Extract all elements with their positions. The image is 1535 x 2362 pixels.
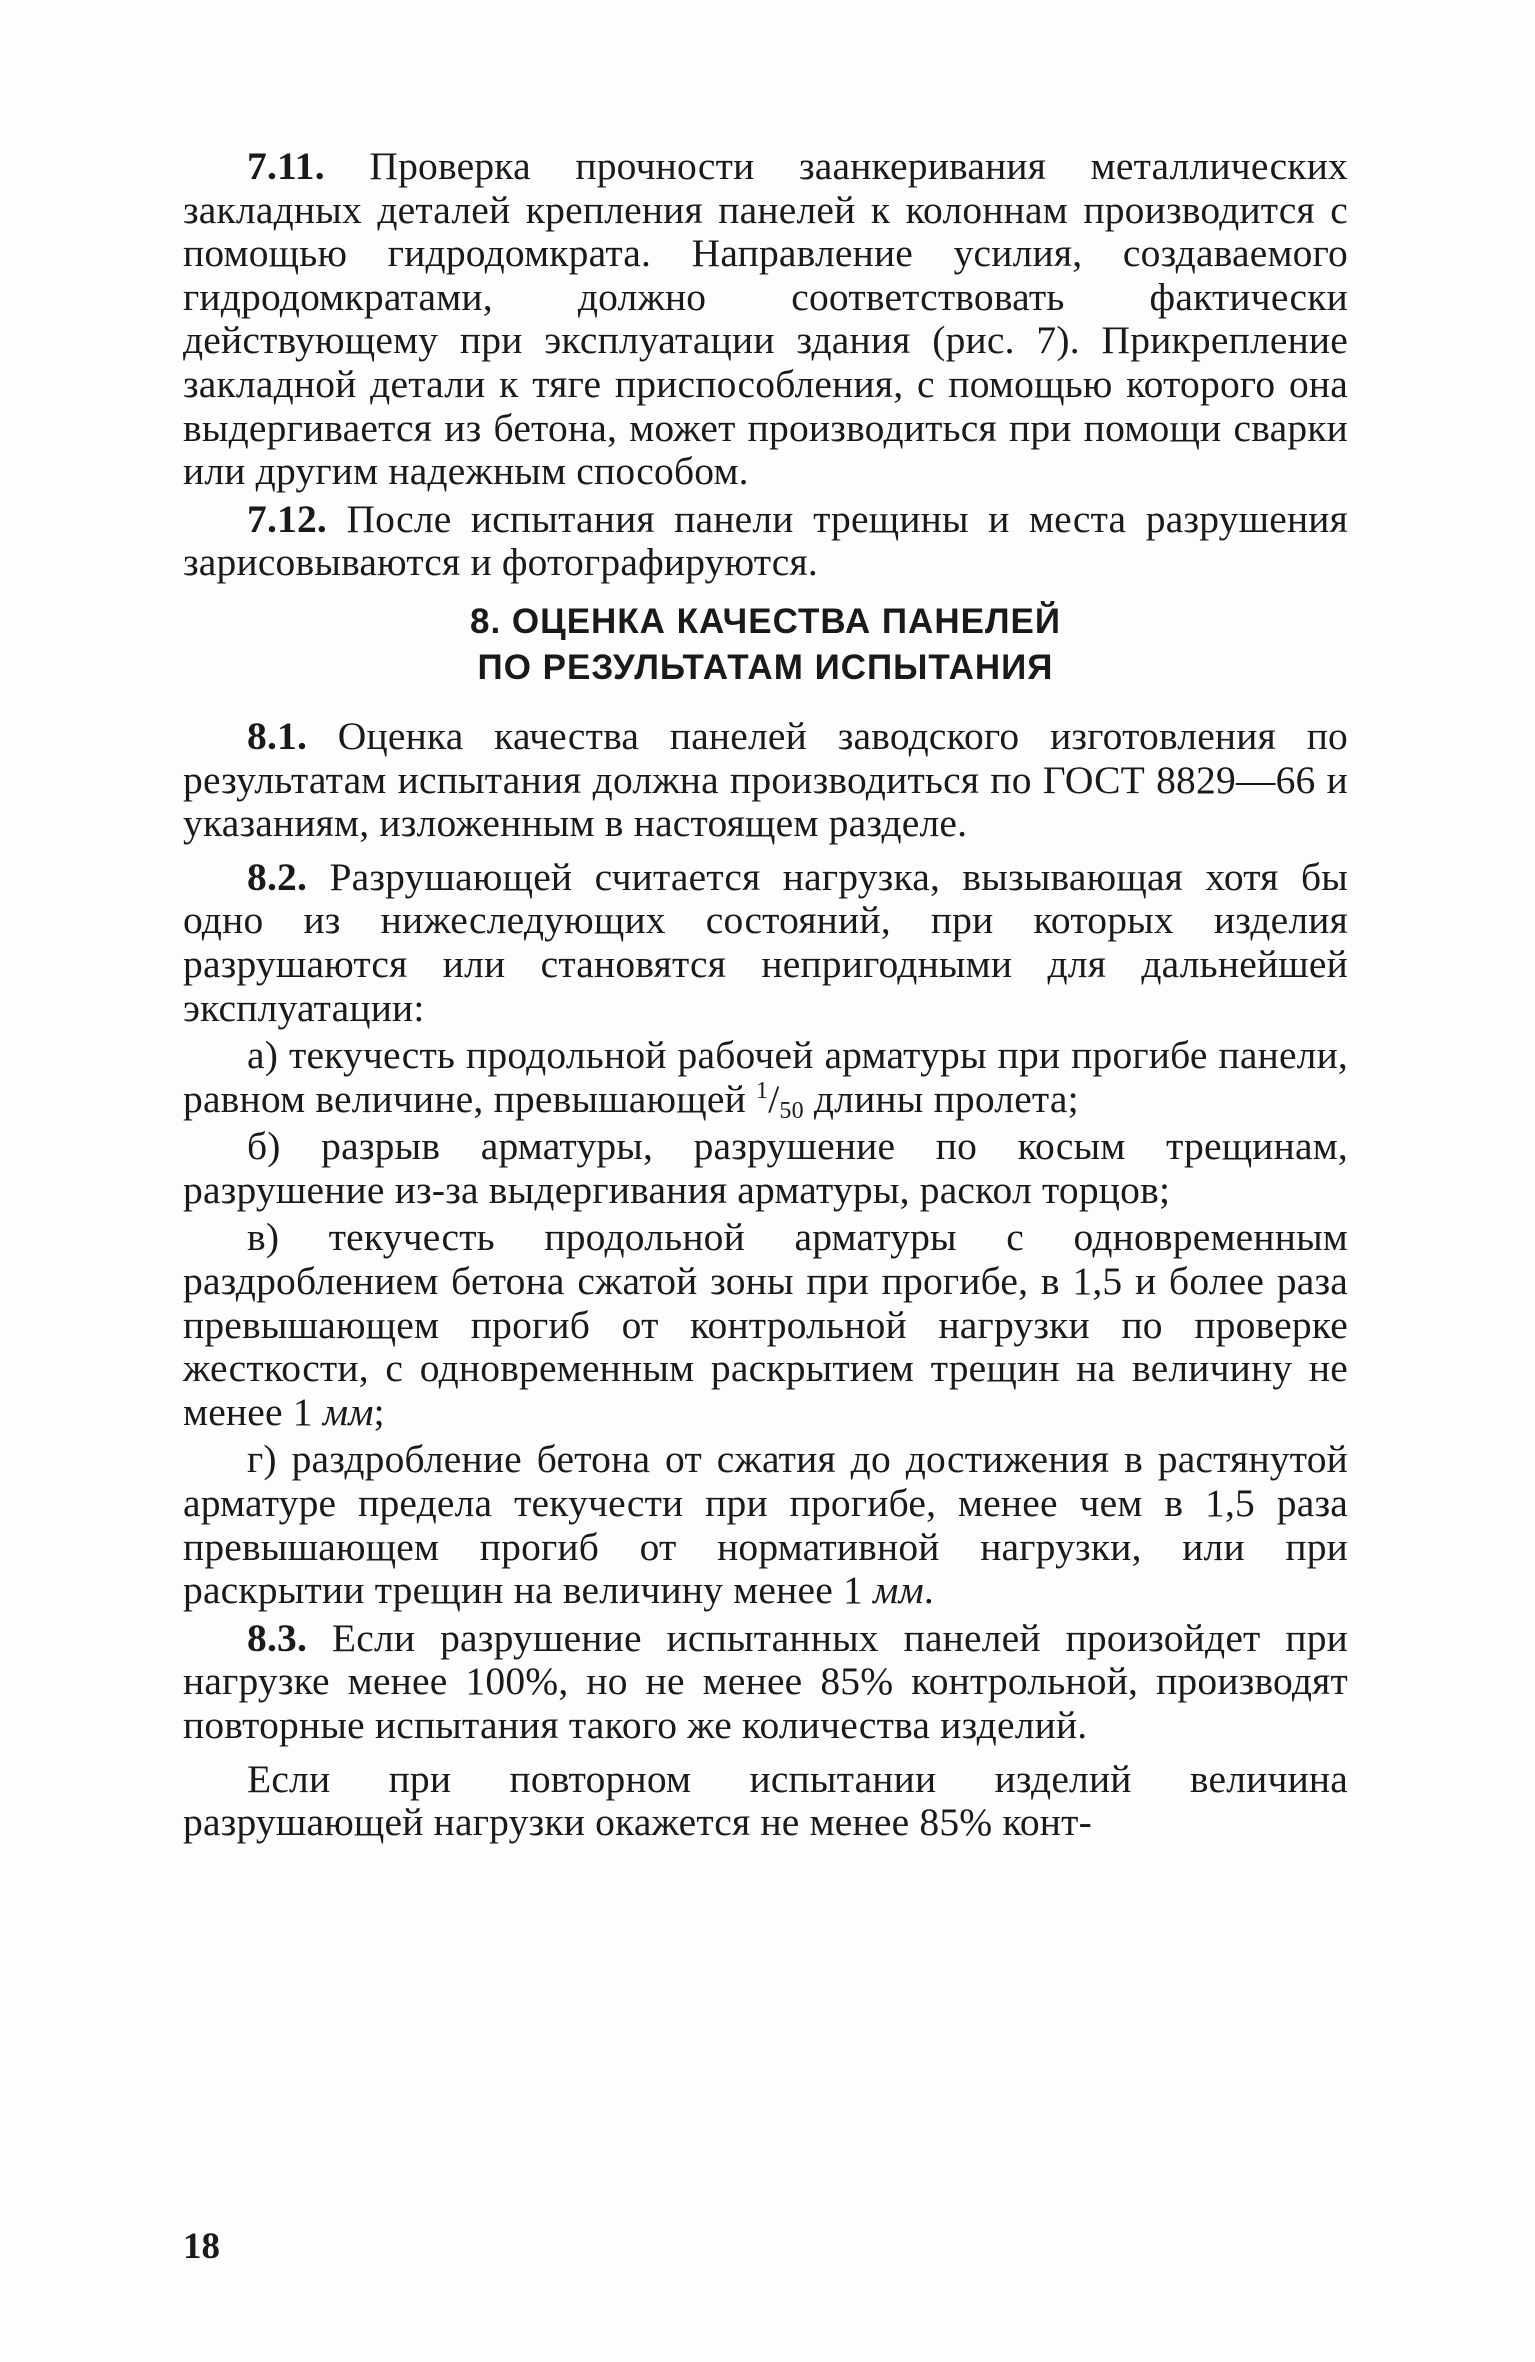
paragraph-number: 8.1.	[247, 713, 308, 758]
item-text: б) разрыв арматуры, разрушение по косым трещинам, разрушение из-за выдергивания арматуры, раскол торцов;	[183, 1124, 1348, 1212]
fraction-denominator: 50	[779, 1097, 804, 1124]
item-text: в) текучесть продольной арматуры с одновременным раздроблением бетона сжатой зоны при прогибе, в 1,5 и более раза превышающем прогиб от контрольной нагрузки по проверке жесткости, с одновременным раскрытием трещин на величину не менее 1	[183, 1215, 1348, 1434]
unit-mm: мм	[873, 1568, 924, 1613]
heading-line: ПО РЕЗУЛЬТАТАМ ИСПЫТАНИЯ	[477, 647, 1054, 687]
paragraph-number: 7.12.	[247, 496, 327, 541]
page-number: 18	[183, 2226, 220, 2267]
heading-line: 8. ОЦЕНКА КАЧЕСТВА ПАНЕЛЕЙ	[469, 601, 1062, 641]
fraction-numerator: 1	[756, 1077, 769, 1104]
paragraph-8-1	[183, 715, 1348, 846]
item-text: а) текучесть продольной рабочей арматуры при прогибе панели, равном величине, превышающей	[183, 1033, 1348, 1121]
list-item-b	[183, 1125, 1348, 1212]
page-body	[183, 145, 1348, 1845]
item-text-end: ;	[373, 1389, 385, 1434]
paragraph-text: Оценка качества панелей заводского изготовления по результатам испытания должна производиться по ГОСТ 8829—66 и указаниям, изложенным в настоящем разделе.	[183, 713, 1348, 846]
list-item-v	[183, 1216, 1348, 1434]
paragraph-text: Если при повторном испытании изделий величина разрушающей нагрузки окажется не менее 85% конт-	[183, 1756, 1348, 1845]
paragraph-text: После испытания панели трещины и места разрушения зарисовываются и фотографируются.	[183, 496, 1348, 585]
paragraph-7-11	[183, 145, 1348, 494]
paragraph-text: Разрушающей считается нагрузка, вызывающая хотя бы одно из нижеследующих состояний, при которых изделия разрушаются или становятся непригодными для дальнейшей эксплуатации:	[183, 854, 1349, 1030]
paragraph-text: Проверка прочности заанкеривания металлических закладных деталей крепления панелей к колоннам производится с помощью гидродомкрата. Направление усилия, создаваемого гидродомкратами, должно соответствовать фактически действующему при эксплуатации здания (рис. 7). Прикрепление закладной детали к тяге приспособления, с помощью которого она выдергивается из бетона, может производиться при помощи сварки или другим надежным способом.	[183, 144, 1348, 494]
paragraph-continuation	[183, 1758, 1348, 1845]
paragraph-number: 8.2.	[247, 854, 308, 899]
paragraph-number: 8.3.	[247, 1615, 308, 1660]
paragraph-8-3	[183, 1617, 1348, 1748]
paragraph-text: Если разрушение испытанных панелей произойдет при нагрузке менее 100%, но не менее 85% контрольной, производят повторные испытания такого же количества изделий.	[183, 1615, 1348, 1747]
item-text: г) раздробление бетона от сжатия до достижения в растянутой арматуре предела текучести при прогибе, менее чем в 1,5 раза превышающем прогиб от нормативной нагрузки, или при раскрытии трещин на величину менее 1	[183, 1437, 1348, 1613]
paragraph-number: 7.11.	[247, 144, 325, 188]
list-item-g	[183, 1438, 1348, 1612]
fraction-separator: /	[768, 1076, 780, 1121]
paragraph-8-2	[183, 856, 1348, 1030]
item-text-end: .	[923, 1568, 934, 1613]
paragraph-7-12	[183, 498, 1348, 585]
unit-mm: мм	[322, 1389, 374, 1434]
item-text-end: длины пролета;	[803, 1076, 1079, 1121]
section-heading	[183, 599, 1348, 691]
list-item-a	[183, 1033, 1348, 1124]
